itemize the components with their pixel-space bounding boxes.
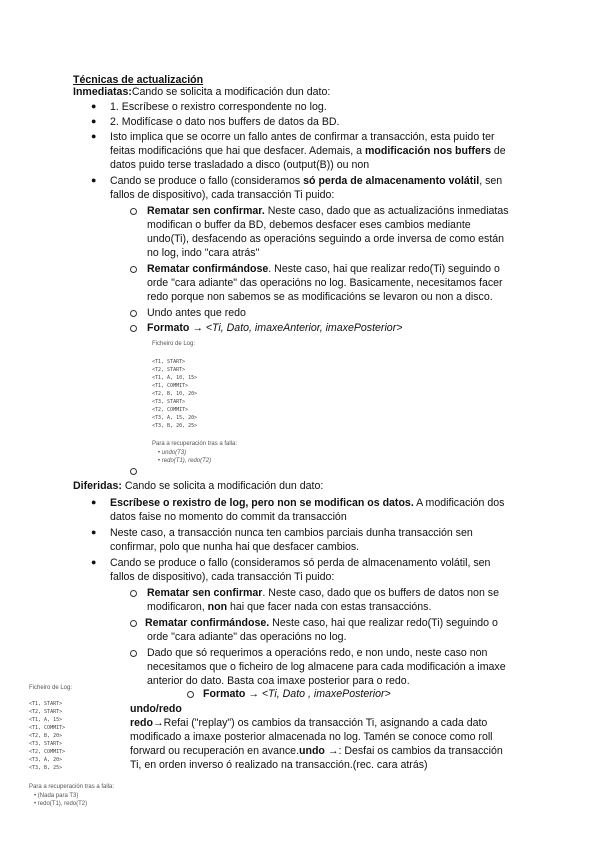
redo-line2: modificado a imaxe posterior almacenada no log. Tamén se conoce como roll — [130, 731, 493, 743]
figure-title: Ficheiro de Log: — [152, 341, 196, 347]
circle-bullet-icon — [130, 468, 137, 475]
inmediatas-s2-line1: Rematar confirmándose. Neste caso, hai que realizar redo(Ti) seguindo o — [147, 263, 500, 275]
bullet-icon: ● — [91, 116, 97, 126]
undo-redo-heading: undo/redo — [130, 703, 182, 715]
page-title: Técnicas de actualización — [73, 74, 204, 86]
inmediatas-s1-line2: modifican o buffer da BD, debemos desfacer eses cambios mediante — [147, 219, 471, 231]
circle-bullet-icon — [130, 620, 137, 627]
inmediatas-s1-line3: undo(Ti), desfacendo as operacións seguindo a orde inversa de como están — [147, 233, 505, 245]
inmediatas-b4-line1: Cando se produce o fallo (consideramos só perda de almacenamento volátil, sen — [110, 175, 503, 187]
figure-item: • redo(T1), redo(T2) — [34, 801, 88, 807]
inmediatas-format: Formato → <Ti, Dato, imaxeAnterior, imaxePosterior> — [147, 322, 403, 334]
diferidas-s2-line2: orde "cara adiante" das operacións no log. — [147, 631, 347, 643]
bullet-icon: ● — [91, 101, 97, 111]
inmediatas-s2-line3: redo porque non sabemos se as modificacións se levaron ou non a disco. — [147, 291, 493, 303]
circle-bullet-icon — [130, 208, 137, 215]
inmediatas-s2-line2: orde "cara adiante" das operacións no log. Basicamente, necesitamos facer — [147, 277, 503, 289]
bullet-icon: ● — [91, 497, 97, 507]
log-line: <T3, START> — [29, 741, 63, 747]
log-line: <T2, B, 10, 20> — [152, 391, 198, 397]
diferidas-b1-line1: Escríbese o rexistro de log, pero non se modifican os datos. A modificación dos — [110, 497, 505, 509]
log-line: <T1, COMMIT> — [29, 725, 66, 731]
circle-bullet-icon — [130, 266, 137, 273]
diferidas-b3-line1: Cando se produce o fallo (consideramos só perda de almacenamento volátil, sen — [110, 557, 491, 569]
circle-bullet-icon — [130, 325, 137, 332]
diferidas-heading: Diferidas: Cando se solicita a modificación dun dato: — [73, 480, 324, 492]
figure-item: • redo(T1), redo(T2) — [158, 458, 212, 464]
circle-bullet-icon — [130, 310, 137, 317]
diferidas-format: Formato → <Ti, Dato , imaxePosterior> — [203, 688, 391, 700]
redo-line1: redo→Refai ("replay") os cambios da transacción Ti, asignando a cada dato — [130, 717, 488, 729]
log-line: <T2, START> — [152, 367, 186, 373]
diferidas-s1-line2: modificaron, non hai que facer nada con estas transaccións. — [147, 601, 432, 613]
redo-line3: forward ou recuperación en avance.undo →: Desfai os cambios da transacción — [130, 745, 503, 757]
diferidas-b1-line2: datos faise no momento do commit da transacción — [110, 511, 347, 523]
inmediatas-heading: Inmediatas:Cando se solicita a modificación dun dato: — [73, 86, 331, 98]
bullet-icon: ● — [91, 557, 97, 567]
log-line: <T3, B, 20, 25> — [152, 423, 198, 429]
diferidas-b3-line2: fallos de dispositivo), cada transacción Ti puido: — [110, 571, 335, 583]
log-line: <T3, A, 15, 20> — [152, 415, 198, 421]
circle-bullet-icon — [130, 590, 137, 597]
log-line: <T2, B, 20> — [29, 733, 63, 739]
inmediatas-b3-line3: datos puido terse trasladado a disco (output(B)) ou non — [110, 159, 370, 171]
figure-caption: Para a recuperación tras a falla: — [29, 784, 115, 790]
bullet-icon: ● — [91, 131, 97, 141]
diferidas-s3-line1: Dado que só requerimos a operacións redo, e non undo, neste caso non — [147, 647, 488, 659]
bullet-icon: ● — [91, 175, 97, 185]
inmediatas-b4-line2: fallos de dispositivo), cada transacción Ti puido: — [110, 189, 335, 201]
figure-item: • undo(T3) — [158, 450, 187, 456]
diferidas-s2-line1: Rematar confirmándose. Neste caso, hai que realizar redo(Ti) seguindo o — [145, 617, 498, 629]
inmediatas-s3: Undo antes que redo — [147, 307, 246, 319]
bullet-icon: ● — [91, 527, 97, 537]
inmediatas-s1-line1: Rematar sen confirmar. Neste caso, dado que as actualizacións inmediatas — [147, 205, 509, 217]
figure-item: • (Nada para T3) — [34, 793, 79, 799]
log-line: <T3, A, 20> — [29, 757, 63, 763]
log-line: <T3, START> — [152, 399, 186, 405]
log-line: <T2, COMMIT> — [29, 749, 66, 755]
circle-bullet-icon — [130, 650, 137, 657]
log-line: <T3, B, 25> — [29, 765, 63, 771]
diferidas-s3-line2: necesitamos que o ficheiro de log almacene para cada modificación a imaxe — [147, 661, 506, 673]
log-line: <T1, START> — [152, 359, 186, 365]
log-line: <T2, START> — [29, 709, 63, 715]
log-line: <T1, A, 10, 15> — [152, 375, 198, 381]
figure-caption: Para a recuperación tras a falla: — [152, 441, 238, 447]
log-line: <T1, A, 15> — [29, 717, 63, 723]
circle-bullet-icon — [187, 691, 194, 698]
diferidas-s1-line1: Rematar sen confirmar. Neste caso, dado que os buffers de datos non se — [147, 587, 499, 599]
inmediatas-b3-line2: feitas modificacións que hai que desfacer. Ademais, a modificación nos buffers de — [110, 145, 506, 157]
diferidas-b2-line2: confirmar, polo que nunha hai que desfacer cambios. — [110, 541, 360, 553]
redo-line4: Ti, en orden inverso ó realizado na transacción.(rec. cara atrás) — [130, 759, 428, 771]
log-line: <T1, START> — [29, 701, 63, 707]
log-line: <T2, COMMIT> — [152, 407, 189, 413]
inmediatas-s1-line4: no log, indo "cara atrás" — [147, 247, 260, 259]
log-line: <T1, COMMIT> — [152, 383, 189, 389]
figure-title: Ficheiro de Log: — [29, 685, 73, 691]
diferidas-b2-line1: Neste caso, a transacción nunca ten cambios parciais dunha transacción sen — [110, 527, 473, 539]
inmediatas-step-2: 2. Modifícase o dato nos buffers de datos da BD. — [110, 116, 340, 128]
inmediatas-step-1: 1. Escríbese o rexistro correspondente no log. — [110, 101, 327, 113]
diferidas-s3-line3: anterior do dato. Basta coa imaxe posterior para o redo. — [147, 675, 410, 687]
inmediatas-b3-line1: Isto implica que se ocorre un fallo antes de confirmar a transacción, esta puido ter — [110, 131, 495, 143]
